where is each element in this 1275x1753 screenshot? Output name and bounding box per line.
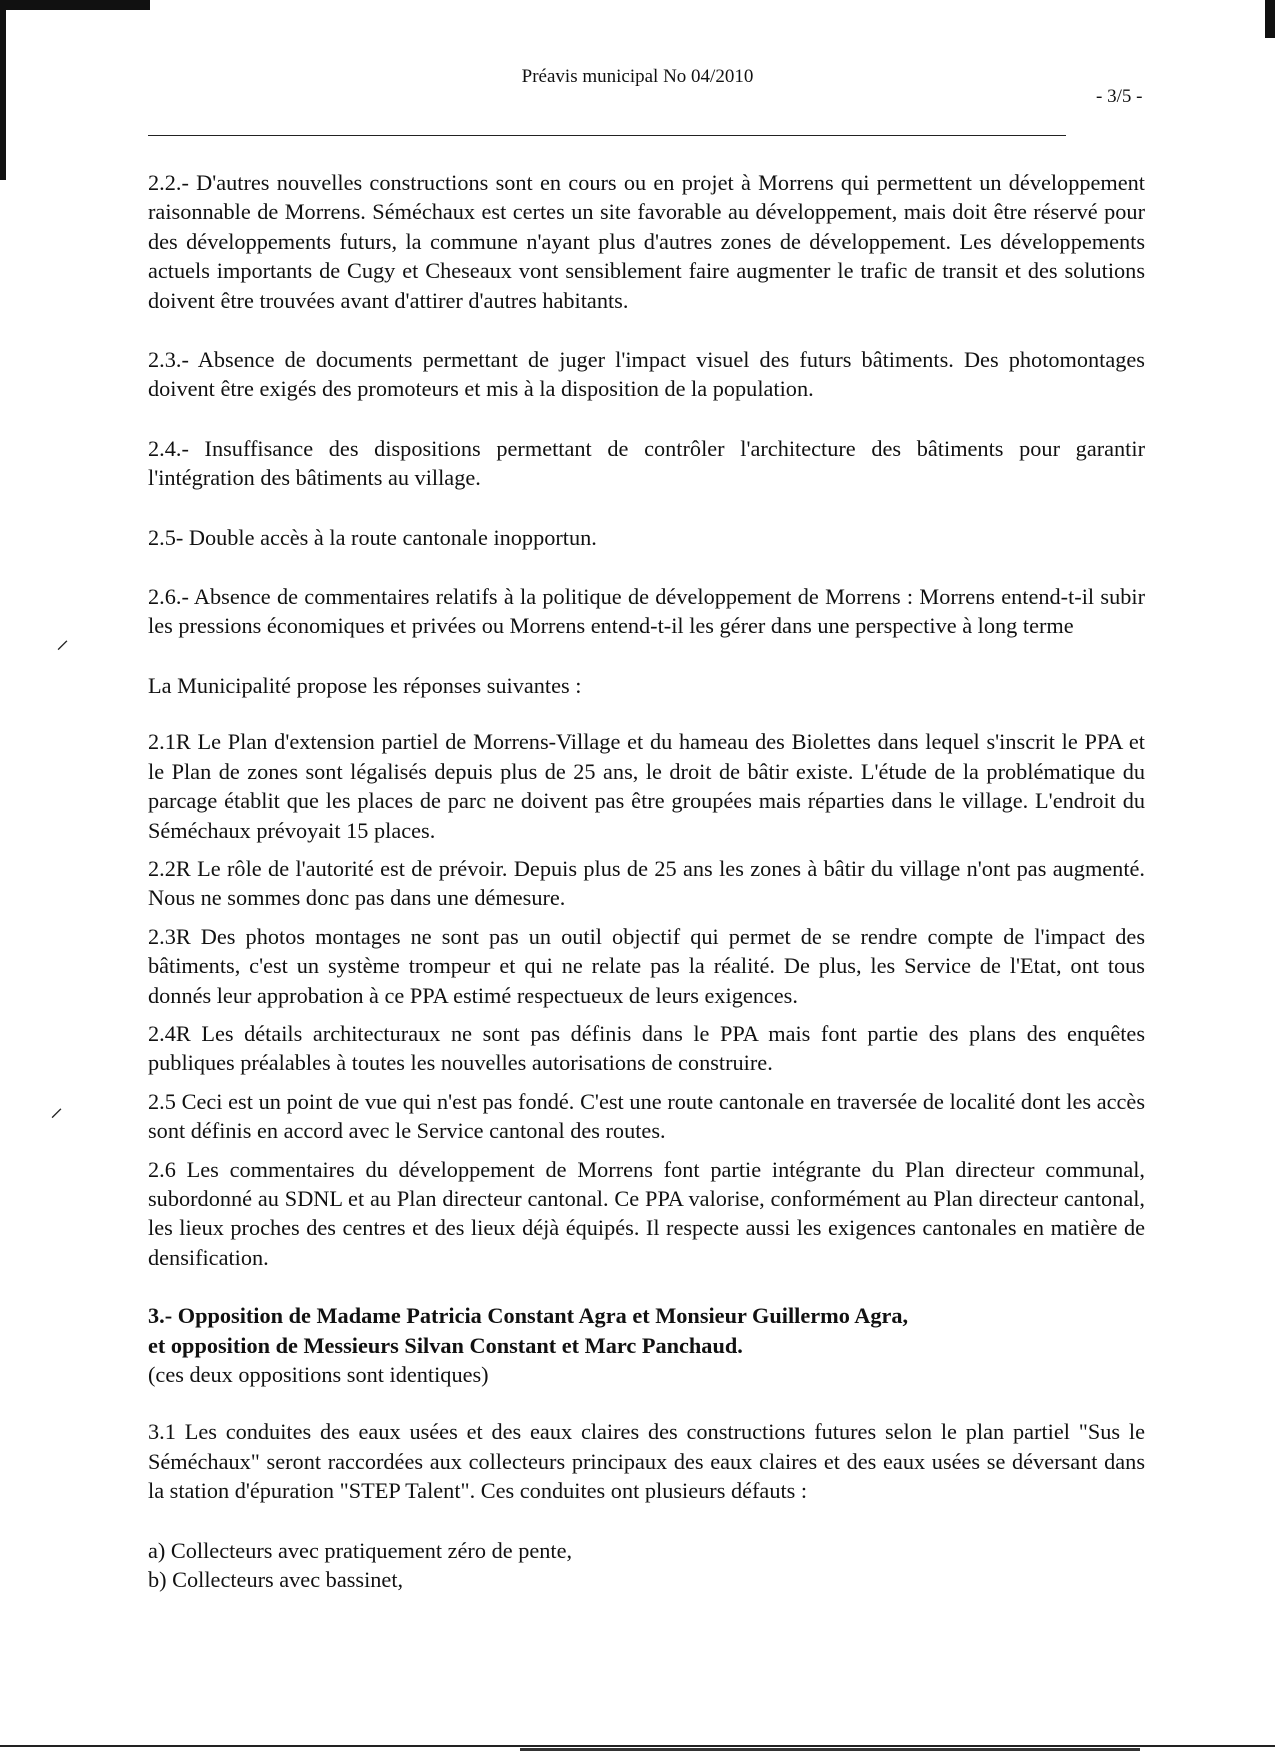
section-3-heading — [148, 1301, 1145, 1389]
header-divider — [148, 135, 1066, 136]
paragraph-2-6: 2.6.- Absence de commentaires relatifs à la politique de développement de Morrens : Morrens entend-t-il subir les pressions économiques et privées ou Morrens entend-t-il les gérer dans une perspective à long terme — [148, 584, 1145, 639]
response-2-5: 2.5 Ceci est un point de vue qui n'est pas fondé. C'est une route cantonale en traversée de localité dont les accès sont définis en accord avec le Service cantonal des routes. — [148, 1088, 1145, 1144]
list-item: a) Collecteurs avec pratiquement zéro de pente, — [148, 1537, 573, 1563]
header-title: Préavis municipal No 04/2010 — [521, 66, 754, 87]
document-body — [148, 168, 1145, 1594]
paragraph-2-2: 2.2.- D'autres nouvelles constructions sont en cours ou en projet à Morrens qui permettent un développement raisonnable de Morrens. Séméchaux est certes un site favorable au développement, mais doit être réservé pour des développements futurs, la commune n'ayant plus d'autres zones de développement. Les développements actuels importants de Cugy et Cheseaux vont sensiblement faire augmenter le trafic de transit et des solutions doivent être trouvées avant d'attirer d'autres habitants. — [148, 170, 1145, 313]
response-2-4: 2.4R Les détails architecturaux ne sont pas définis dans le PPA mais font partie des plans des enquêtes publiques préalables à toutes les nouvelles autorisations de construire. — [148, 1020, 1145, 1076]
responses-intro: La Municipalité propose les réponses suivantes : — [148, 672, 582, 698]
section-3-title-line1: 3.- Opposition de Madame Patricia Constant Agra et Monsieur Guillermo Agra, — [148, 1303, 909, 1329]
section-3-title-line2: et opposition de Messieurs Silvan Constant et Marc Panchaud. — [148, 1332, 743, 1358]
section-3-note: (ces deux oppositions sont identiques) — [148, 1362, 489, 1387]
paragraph-2-5: 2.5- Double accès à la route cantonale inopportun. — [148, 524, 597, 550]
paragraph-2-4: 2.4.- Insuffisance des dispositions permettant de contrôler l'architecture des bâtiments pour garantir l'intégration des bâtiments au village. — [148, 435, 1145, 491]
response-2-3: 2.3R Des photos montages ne sont pas un outil objectif qui permet de se rendre compte de l'impact des bâtiments, c'est un système trompeur et qui ne relate pas la réalité. De plus, les Service de l'Etat, ont tous donnés leur approbation à ce PPA estimé respectueux de leurs exigences. — [148, 923, 1145, 1008]
response-2-2: 2.2R Le rôle de l'autorité est de prévoir. Depuis plus de 25 ans les zones à bâtir du village n'ont pas augmenté. Nous ne sommes donc pas dans une démesure. — [148, 855, 1145, 911]
response-2-6: 2.6 Les commentaires du développement de Morrens font partie intégrante du Plan directeur communal, subordonné au SDNL et au Plan directeur cantonal. Ce PPA valorise, conformément au Plan directeur cantonal, les lieux proches des centres et des lieux déjà équipés. Il respecte aussi les exigences cantonales en matière de densification. — [148, 1156, 1145, 1270]
response-2-1: 2.1R Le Plan d'extension partiel de Morrens-Village et du hameau des Biolettes dans lequel s'inscrit le PPA et le Plan de zones sont légalisés depuis plus de 25 ans, le droit de bâtir existe. L'étude de la problématique du parcage établit que les places de parc ne doivent pas être groupées mais réparties dans le village. L'endroit du Séméchaux prévoyait 15 places. — [148, 729, 1145, 843]
scan-artifact — [0, 1745, 1275, 1747]
page-number: - 3/5 - — [1096, 86, 1143, 107]
scan-artifact — [0, 0, 6, 180]
list-item: b) Collecteurs avec bassinet, — [148, 1567, 404, 1593]
paragraph-2-3: 2.3.- Absence de documents permettant de juger l'impact visuel des futurs bâtiments. Des photomontages doivent être exigés des promoteurs et mis à la disposition de la population. — [148, 347, 1145, 402]
margin-pen-mark: ⸝ — [56, 625, 70, 654]
defects-list — [148, 1536, 1145, 1595]
paragraph-3-1: 3.1 Les conduites des eaux usées et des eaux claires des constructions futures selon le plan partiel "Sus le Séméchaux" seront raccordées aux collecteurs principaux des eaux claires et des eaux usées se déversant dans la station d'épuration "STEP Talent". Ces conduites ont plusieurs défauts : — [148, 1419, 1145, 1504]
scan-artifact — [1265, 0, 1275, 38]
scan-artifact — [520, 1748, 1140, 1751]
scan-artifact — [0, 0, 150, 10]
margin-pen-mark: ⸝ — [50, 1093, 64, 1122]
